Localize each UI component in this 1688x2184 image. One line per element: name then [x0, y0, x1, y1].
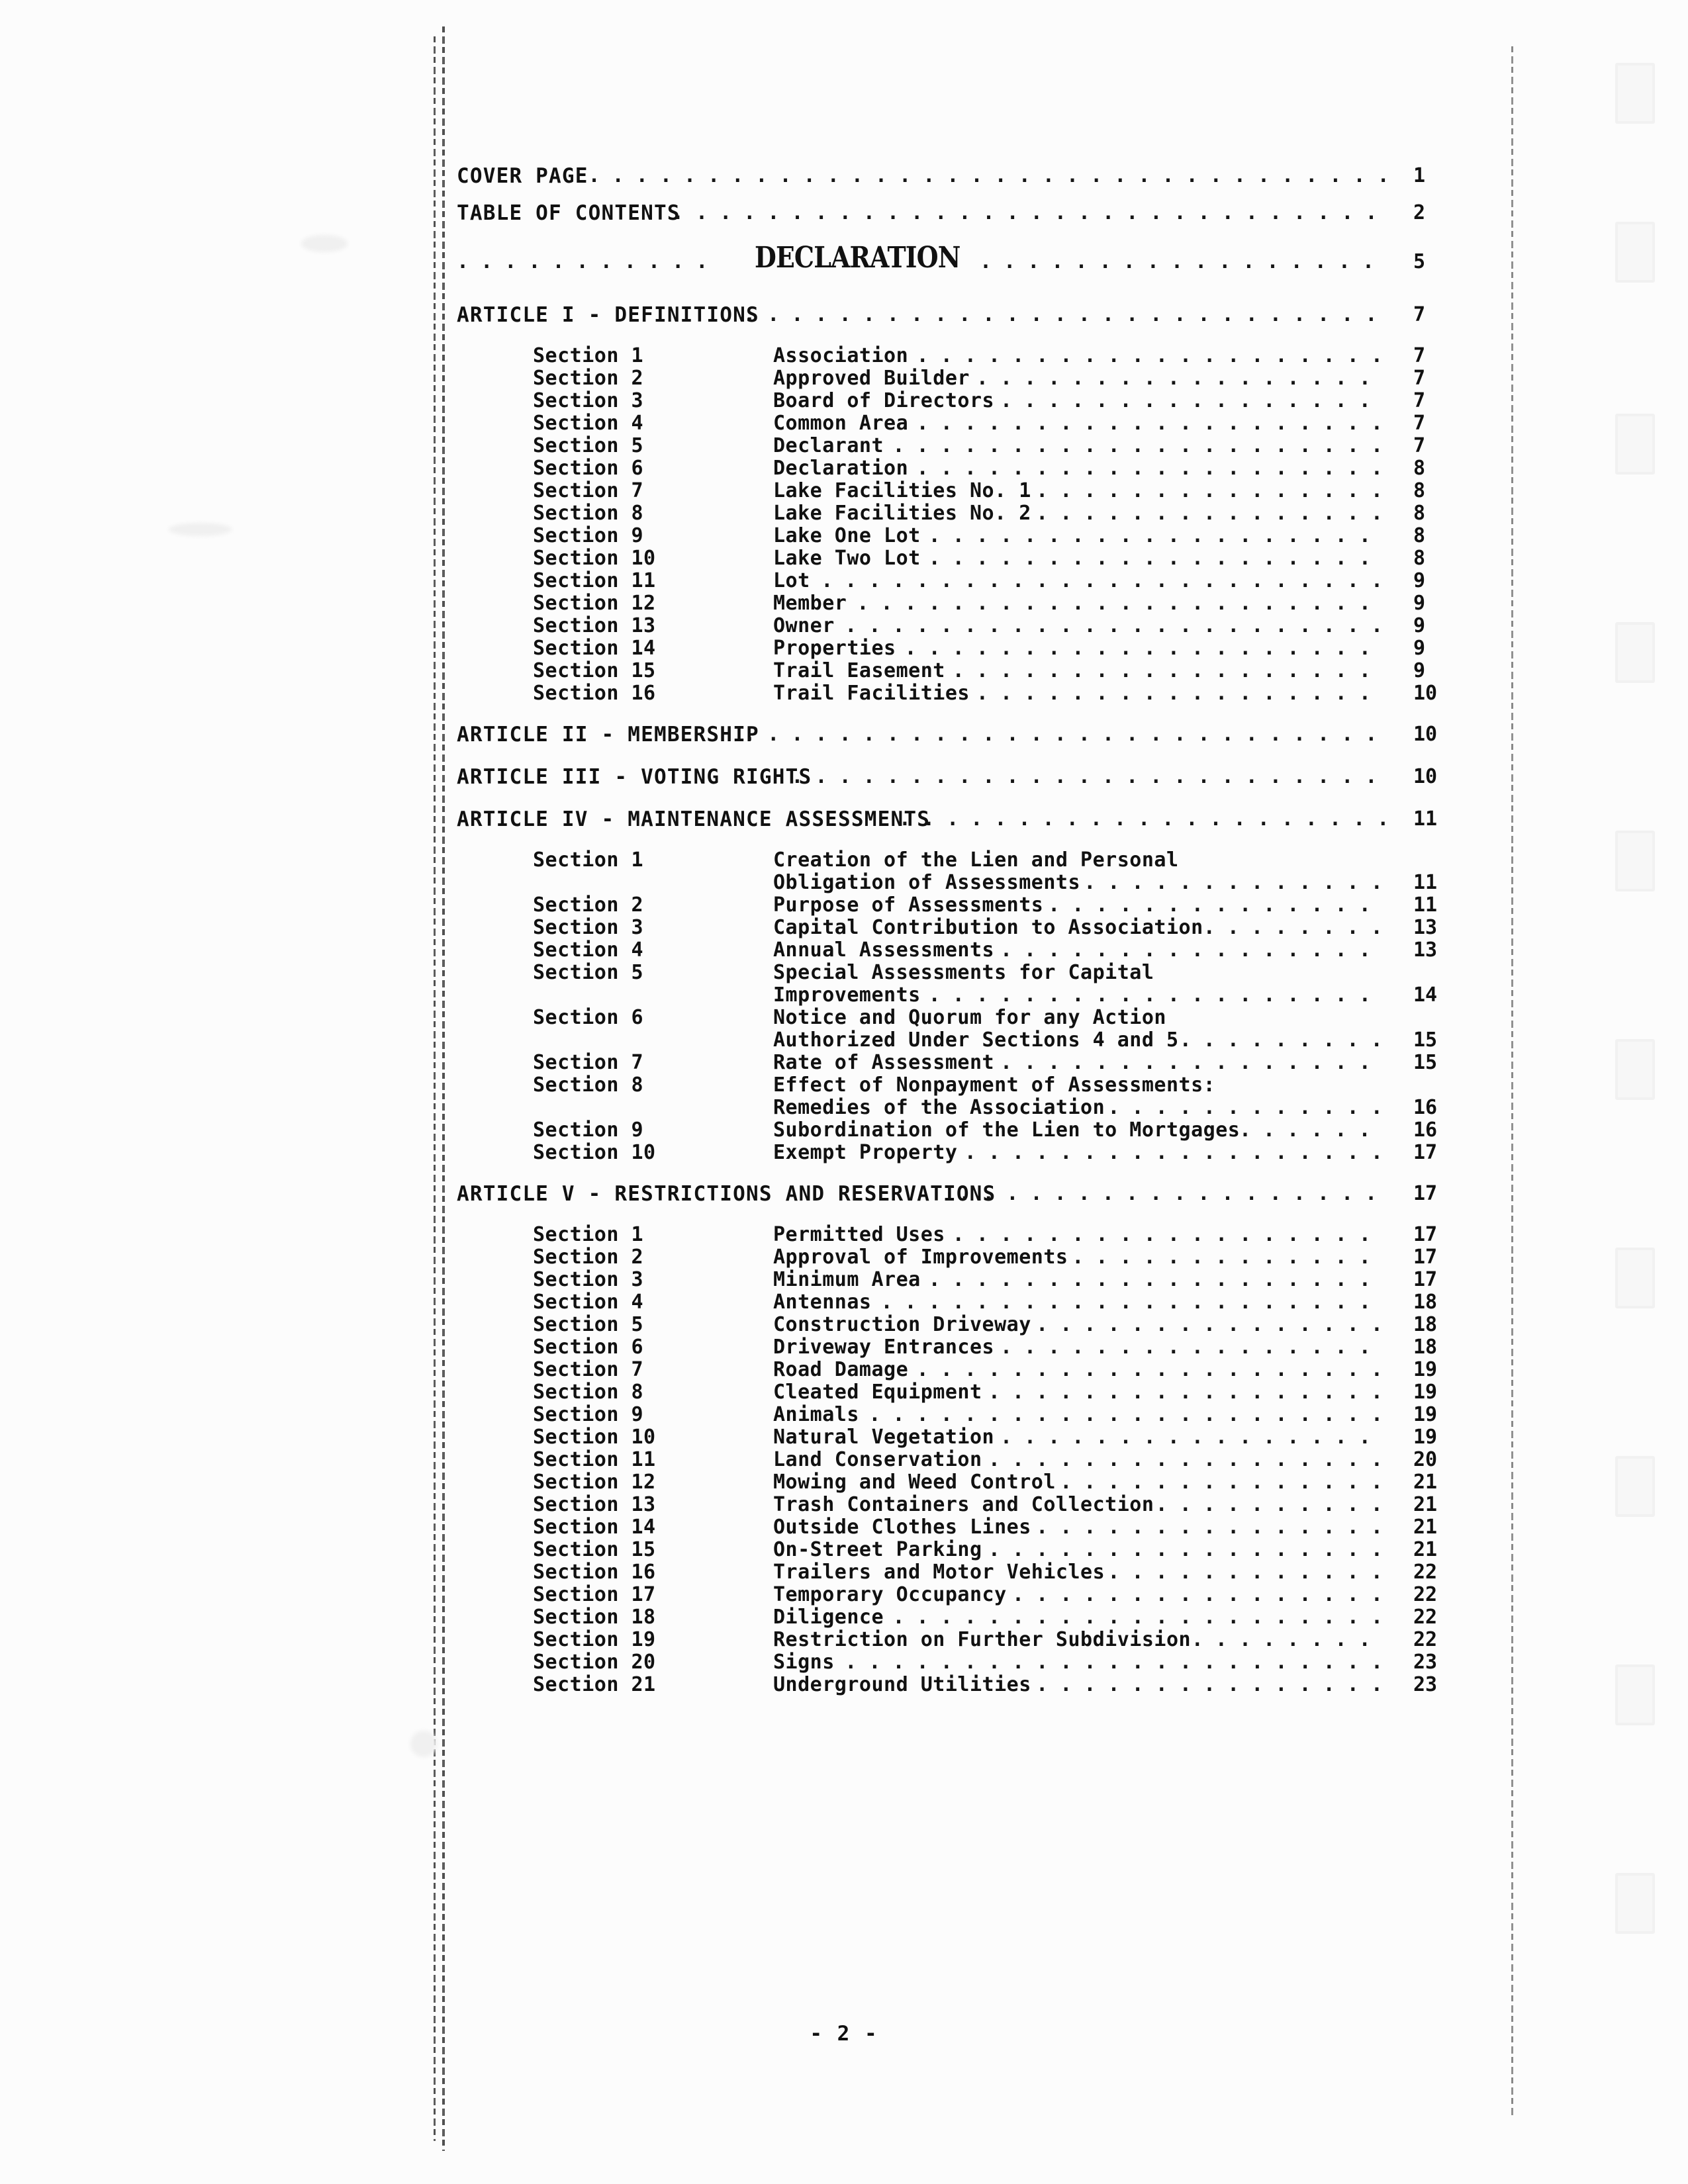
section-title: Improvements — [773, 983, 921, 1007]
section-title: Remedies of the Association — [773, 1096, 1105, 1119]
section-title: Driveway Entrances — [773, 1336, 995, 1359]
page-number: 11 — [1413, 893, 1438, 917]
toc-row-article-2[interactable] — [0, 765, 1688, 792]
section-title: Declaration — [773, 457, 909, 480]
section-label: Section 13 — [533, 1493, 656, 1516]
toc-row-section[interactable] — [0, 1673, 1688, 1700]
page-number: 16 — [1413, 1118, 1438, 1142]
page-folio: - 2 - — [810, 2022, 878, 2046]
binder-hole — [1615, 1873, 1655, 1934]
scan-smudge — [410, 1731, 437, 1757]
section-title: Mowing and Weed Control — [773, 1471, 1056, 1494]
leader-dots: . . . . . . . . . . . . . . . — [1036, 1313, 1383, 1336]
section-label: Section 1 — [533, 344, 644, 367]
page-number: 21 — [1413, 1471, 1438, 1494]
page-number: 8 — [1413, 524, 1426, 547]
leader-dots: . . . . . . . . . . . . . . . . . — [988, 1538, 1383, 1561]
page-number: 7 — [1413, 434, 1426, 457]
page-number: 8 — [1413, 547, 1426, 570]
page-number: 7 — [1413, 367, 1426, 390]
page-number: 15 — [1413, 1028, 1438, 1052]
section-title: Lot — [773, 569, 810, 592]
page-number: 9 — [1413, 659, 1426, 682]
section-title: Trailers and Motor Vehicles — [773, 1561, 1105, 1584]
leader-dots: . . . . . . . . . . . . . . . . . . . . . — [880, 1291, 1371, 1314]
leader-dots: . . . . . . . . . . . . . . . . . . . . . . — [857, 592, 1371, 615]
leader-dots: . . . . . . . . . . . . . . . . . . . . — [904, 637, 1371, 660]
section-title: Outside Clothes Lines — [773, 1516, 1031, 1539]
leader-dots: . . . . . . . . . . . . . . . . . — [976, 682, 1371, 705]
page-number: 10 — [1413, 765, 1438, 788]
page-number: 8 — [1413, 457, 1426, 480]
declaration-heading-line — [0, 241, 1688, 281]
section-label: Section 8 — [533, 1073, 644, 1097]
section-title: Lake One Lot — [773, 524, 921, 547]
section-title: Common Area — [773, 412, 909, 435]
page-number: 19 — [1413, 1358, 1438, 1381]
article-heading: ARTICLE II - MEMBERSHIP — [457, 723, 759, 747]
page-number: 7 — [1413, 344, 1426, 367]
section-label: Section 3 — [533, 1268, 644, 1291]
section-label: Section 6 — [533, 457, 644, 480]
section-label: Section 17 — [533, 1583, 656, 1606]
leader-dots: . . . . . . . . . . . . . . . — [1036, 479, 1383, 502]
page-number: 15 — [1413, 1051, 1438, 1074]
page-number: 7 — [1413, 389, 1426, 412]
section-title: Antennas — [773, 1291, 872, 1314]
leader-dots: . . . . . . . . . . . . . — [1072, 1246, 1371, 1269]
leader-dots: . . . . . . . . — [1203, 916, 1383, 939]
page-number: 10 — [1413, 723, 1438, 746]
binder-hole — [1615, 63, 1655, 124]
section-label: Section 11 — [533, 569, 656, 592]
section-label: Section 10 — [533, 547, 656, 570]
toc-row-section[interactable] — [0, 682, 1688, 708]
section-title: Trash Containers and Collection — [773, 1493, 1154, 1516]
leader-dots: . . . . . . . . . . . . . . . . — [1000, 938, 1371, 962]
section-title: Rate of Assessment — [773, 1051, 995, 1074]
leader-dots: . . . . . . . . . . . . . . . . — [1000, 1051, 1371, 1074]
section-label: Section 8 — [533, 502, 644, 525]
section-title: Effect of Nonpayment of Assessments: — [773, 1073, 1216, 1097]
page-number: 17 — [1413, 1141, 1438, 1164]
leader-dots: . . . . . . . . . . . . . . . . . . . . — [916, 457, 1383, 480]
page-number: 22 — [1413, 1583, 1438, 1606]
section-label: Section 1 — [533, 848, 644, 872]
leader-dots: . . . . . . . . . . . . . . . . — [1012, 1583, 1383, 1606]
article-heading: ARTICLE IV - MAINTENANCE ASSESSMENTS — [457, 807, 931, 831]
section-label: Section 16 — [533, 1561, 656, 1584]
page-number: 7 — [1413, 412, 1426, 435]
toc-row-front-0[interactable] — [0, 164, 1688, 191]
section-label: Section 7 — [533, 1358, 644, 1381]
page-number: 8 — [1413, 502, 1426, 525]
leader-dots: . . . . . . . . . . . . . . . . . . . . . . . . . . . — [743, 723, 1378, 746]
leader-dots: . . . . . . . . . . . . . . . . . . . . . . . . . . . — [743, 303, 1378, 326]
page-number: 22 — [1413, 1606, 1438, 1629]
section-label: Section 14 — [533, 1516, 656, 1539]
page-number: 16 — [1413, 1096, 1438, 1119]
section-title: Permitted Uses — [773, 1223, 945, 1246]
section-title: Annual Assessments — [773, 938, 995, 962]
declaration-word: DECLARATION — [755, 241, 961, 275]
section-label: Section 4 — [533, 938, 644, 962]
page-number: 13 — [1413, 916, 1438, 939]
page-number: 8 — [1413, 479, 1426, 502]
leader-dots: . . . . . . . . . . . . . . . . . — [988, 1381, 1383, 1404]
leader-dots: . . . . . . . . . . . . . . . . . . . . . . — [868, 1403, 1383, 1426]
article-heading: ARTICLE V - RESTRICTIONS AND RESERVATIONS — [457, 1182, 996, 1206]
section-label: Section 1 — [533, 1223, 644, 1246]
section-title: Notice and Quorum for any Action — [773, 1006, 1166, 1029]
section-title: Authorized Under Sections 4 and 5 — [773, 1028, 1179, 1052]
section-title: Owner — [773, 614, 835, 637]
leader-dots: . . . . . . . . . . . . . . . — [1036, 1516, 1383, 1539]
page-number: 13 — [1413, 938, 1438, 962]
section-label: Section 2 — [533, 367, 644, 390]
leader-dots: . . . . . . . . . . . . . . . . . . . . . . . — [845, 1651, 1383, 1674]
toc-row-article-1[interactable] — [0, 723, 1688, 749]
section-title: Special Assessments for Capital — [773, 961, 1154, 984]
section-title: Exempt Property — [773, 1141, 958, 1164]
leader-dots: . . . . . . . . . . . . . . . . . . . — [928, 983, 1371, 1007]
page-number: 17 — [1413, 1182, 1438, 1205]
section-title: Lake Two Lot — [773, 547, 921, 570]
leader-dots: . . . . . . . . . . . . . . . . . . . — [928, 1268, 1371, 1291]
page-number: 14 — [1413, 983, 1438, 1007]
toc-row-front-1[interactable] — [0, 201, 1688, 228]
page-number: 19 — [1413, 1381, 1438, 1404]
section-title: Diligence — [773, 1606, 884, 1629]
page-number: 19 — [1413, 1403, 1438, 1426]
leader-dots: . . . . . . . . . . . . . . . . . . — [964, 1141, 1383, 1164]
leader-dots: . . . . . . . . . . . . . . . . . . — [952, 1223, 1371, 1246]
section-label: Section 12 — [533, 1471, 656, 1494]
section-title: Lake Facilities No. 2 — [773, 502, 1031, 525]
section-title: Lake Facilities No. 1 — [773, 479, 1031, 502]
section-label: Section 19 — [533, 1628, 656, 1651]
toc-row-article-0[interactable] — [0, 303, 1688, 330]
section-label: Section 12 — [533, 592, 656, 615]
leader-dots: . . . . . . — [1239, 1118, 1371, 1142]
section-title: Trail Easement — [773, 659, 945, 682]
page-number: 9 — [1413, 637, 1426, 660]
page-number: 10 — [1413, 682, 1438, 705]
leader-dots: . . . . . . . . . . . . . . . . . . . — [928, 547, 1371, 570]
page-number: 22 — [1413, 1561, 1438, 1584]
section-label: Section 5 — [533, 1313, 644, 1336]
section-title: Road Damage — [773, 1358, 909, 1381]
page-number: 11 — [1413, 871, 1438, 894]
section-label: Section 4 — [533, 412, 644, 435]
section-title: Properties — [773, 637, 896, 660]
leader-dots: . . . . . . . . . . . . . . . . . . . . . . . . . . . . . . — [671, 201, 1378, 224]
section-title: Approved Builder — [773, 367, 970, 390]
page-number: 2 — [1413, 201, 1426, 224]
leader-dots: . . . . . . . . . . . . . . . . — [1000, 1336, 1371, 1359]
page-number: 22 — [1413, 1628, 1438, 1651]
section-label: Section 15 — [533, 659, 656, 682]
page-number: 18 — [1413, 1291, 1438, 1314]
front-matter-label: TABLE OF CONTENTS — [457, 201, 680, 225]
section-label: Section 11 — [533, 1448, 656, 1471]
leader-dots: . . . . . . . . . . . . . . . . . . . . . . . . . . . . . . . . . . — [588, 164, 1389, 187]
section-label: Section 8 — [533, 1381, 644, 1404]
section-title: Member — [773, 592, 847, 615]
section-label: Section 2 — [533, 1246, 644, 1269]
section-title: Association — [773, 344, 909, 367]
leader-dots: . . . . . . . . . . . . . — [1084, 871, 1383, 894]
page-number: 11 — [1413, 807, 1438, 831]
section-title: Creation of the Lien and Personal — [773, 848, 1179, 872]
section-label: Section 9 — [533, 1403, 644, 1426]
section-label: Section 13 — [533, 614, 656, 637]
section-label: Section 18 — [533, 1606, 656, 1629]
page-number: 18 — [1413, 1336, 1438, 1359]
toc-row-article-4[interactable] — [0, 1182, 1688, 1208]
toc-row-section[interactable] — [0, 1141, 1688, 1167]
page-number: 5 — [1413, 250, 1426, 273]
leader-dots: . . . . . . . . . . . . . . . . . . . . — [916, 344, 1383, 367]
section-label: Section 7 — [533, 1051, 644, 1074]
front-matter-label: COVER PAGE — [457, 164, 588, 188]
section-label: Section 10 — [533, 1426, 656, 1449]
leader-dots: . . . . . . . . . . . . — [1107, 1561, 1383, 1584]
section-title: Temporary Occupancy — [773, 1583, 1007, 1606]
leader-dots: . . . . . . . . . . . . . . . . . . . . — [916, 412, 1383, 435]
page-number: 20 — [1413, 1448, 1438, 1471]
section-title: Restriction on Further Subdivision — [773, 1628, 1192, 1651]
section-label: Section 16 — [533, 682, 656, 705]
section-label: Section 3 — [533, 389, 644, 412]
section-title: Approval of Improvements — [773, 1246, 1068, 1269]
page-number: 19 — [1413, 1426, 1438, 1449]
section-label: Section 9 — [533, 524, 644, 547]
leader-dots: . . . . . . . . — [1191, 1628, 1371, 1651]
leader-dots-right: . . . . . . . . . . . . . . . . . — [980, 250, 1375, 273]
section-title: Trail Facilities — [773, 682, 970, 705]
section-label: Section 7 — [533, 479, 644, 502]
leader-dots-left: . . . . . . . . . . . — [457, 250, 708, 273]
section-label: Section 5 — [533, 961, 644, 984]
leader-dots: . . . . . . . . . . . . . . . — [1036, 502, 1383, 525]
page-number: 18 — [1413, 1313, 1438, 1336]
leader-dots: . . . . . . . . . . . . . . . . . . . . . — [892, 434, 1383, 457]
section-title: Obligation of Assessments — [773, 871, 1081, 894]
page-number: 9 — [1413, 592, 1426, 615]
section-label: Section 9 — [533, 1118, 644, 1142]
leader-dots: . . . . . . . . . . . . . . . . . . — [959, 1182, 1378, 1205]
section-title: Construction Driveway — [773, 1313, 1031, 1336]
leader-dots: . . . . . . . . . — [1179, 1028, 1383, 1052]
section-label: Section 4 — [533, 1291, 644, 1314]
page-number: 23 — [1413, 1673, 1438, 1696]
page-number: 7 — [1413, 303, 1426, 326]
article-heading: ARTICLE I - DEFINITIONS — [457, 303, 759, 327]
leader-dots: . . . . . . . . . . . . . . . . . . . . . — [898, 807, 1389, 831]
leader-dots: . . . . . . . . . . . . . . . . . . . . . . . . — [821, 569, 1383, 592]
section-title: Declarant — [773, 434, 884, 457]
leader-dots: . . . . . . . . . . . . — [1107, 1096, 1383, 1119]
section-label: Section 5 — [533, 434, 644, 457]
section-title: Minimum Area — [773, 1268, 921, 1291]
page-number: 17 — [1413, 1246, 1438, 1269]
page-number: 23 — [1413, 1651, 1438, 1674]
leader-dots: . . . . . . . . . . . . . . . . — [1000, 389, 1371, 412]
page-number: 17 — [1413, 1268, 1438, 1291]
page-number: 1 — [1413, 164, 1426, 187]
toc-row-article-3[interactable] — [0, 807, 1688, 834]
section-label: Section 21 — [533, 1673, 656, 1696]
leader-dots: . . . . . . . . . . . . . . . . . . — [952, 659, 1371, 682]
section-label: Section 15 — [533, 1538, 656, 1561]
leader-dots: . . . . . . . . . . . . . . . . . . . . . — [892, 1606, 1383, 1629]
page-number: 9 — [1413, 614, 1426, 637]
section-label: Section 6 — [533, 1336, 644, 1359]
section-label: Section 6 — [533, 1006, 644, 1029]
leader-dots: . . . . . . . . . . . . . . . . . — [976, 367, 1371, 390]
section-label: Section 14 — [533, 637, 656, 660]
section-title: Capital Contribution to Association — [773, 916, 1203, 939]
section-title: Underground Utilities — [773, 1673, 1031, 1696]
section-title: Natural Vegetation — [773, 1426, 995, 1449]
leader-dots: . . . . . . . . . . . . . . . . . — [988, 1448, 1383, 1471]
article-heading: ARTICLE III - VOTING RIGHTS — [457, 765, 812, 789]
page-number: 17 — [1413, 1223, 1438, 1246]
section-title: Cleated Equipment — [773, 1381, 982, 1404]
leader-dots: . . . . . . . . . . . . . . . . . . . . — [916, 1358, 1383, 1381]
leader-dots: . . . . . . . . . . . . . . . . — [1000, 1426, 1371, 1449]
section-title: Board of Directors — [773, 389, 995, 412]
leader-dots: . . . . . . . . . . . . . . — [1048, 893, 1371, 917]
section-label: Section 2 — [533, 893, 644, 917]
leader-dots: . . . . . . . . . . . . . . . . . . . . . . . — [845, 614, 1383, 637]
leader-dots: . . . . . . . . . . . . . . . . . . . . . . . . . — [791, 765, 1378, 788]
section-title: Animals — [773, 1403, 859, 1426]
section-label: Section 20 — [533, 1651, 656, 1674]
section-title: On-Street Parking — [773, 1538, 982, 1561]
page-number: 21 — [1413, 1538, 1438, 1561]
leader-dots: . . . . . . . . . . . . . . . . . . . — [928, 524, 1371, 547]
section-title: Land Conservation — [773, 1448, 982, 1471]
section-label: Section 10 — [533, 1141, 656, 1164]
page-number: 21 — [1413, 1516, 1438, 1539]
leader-dots: . . . . . . . . . . . . . . — [1060, 1471, 1383, 1494]
page-number: 9 — [1413, 569, 1426, 592]
leader-dots: . . . . . . . . . . — [1155, 1493, 1383, 1516]
section-title: Purpose of Assessments — [773, 893, 1044, 917]
page-number: 21 — [1413, 1493, 1438, 1516]
section-label: Section 3 — [533, 916, 644, 939]
section-title: Signs — [773, 1651, 835, 1674]
section-title: Subordination of the Lien to Mortgages — [773, 1118, 1241, 1142]
leader-dots: . . . . . . . . . . . . . . . — [1036, 1673, 1383, 1696]
